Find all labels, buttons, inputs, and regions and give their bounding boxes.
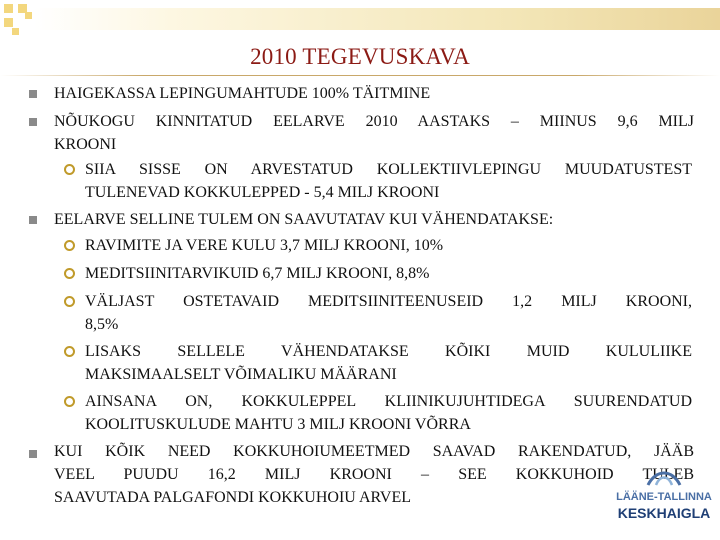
header-bar bbox=[34, 8, 720, 30]
slide-title: 2010 TEGEVUSKAVA bbox=[250, 44, 470, 69]
bullet-ring-icon bbox=[64, 396, 75, 407]
bullet-item bbox=[54, 110, 694, 156]
bullet-line: KROONI bbox=[54, 136, 117, 153]
bullet-ring-icon bbox=[64, 164, 75, 175]
bullet-line: SAAVUTADA PALGAFONDI KOKKUHOIU ARVEL bbox=[54, 489, 412, 506]
logo-text-top: LÄÄNE-TALLINNA bbox=[616, 491, 712, 503]
bullet-ring-icon bbox=[64, 346, 75, 357]
bullet-line: VÄLJAST OSTETAVAID MEDITSIINITEENUSEID 1,2 MILJ KROONI, bbox=[85, 293, 692, 310]
bullet-line: RAVIMITE JA VERE KULU 3,7 MILJ KROONI, 10% bbox=[85, 237, 444, 254]
title-divider bbox=[0, 75, 720, 76]
bullet-ring-icon bbox=[64, 296, 75, 307]
sub-bullet-item bbox=[85, 340, 692, 386]
logo-text-bottom: KESKHAIGLA bbox=[617, 505, 711, 521]
bullet-item bbox=[54, 82, 694, 105]
bullet-line: MAKSIMAALSELT VÕIMALIKU MÄÄRANI bbox=[85, 366, 397, 383]
bullet-item bbox=[54, 208, 694, 231]
sub-bullet-item bbox=[85, 262, 692, 285]
bullet-line: TULENEVAD KOKKULEPPED - 5,4 MILJ KROONI bbox=[85, 184, 440, 201]
bullet-line: KUI KÕIK NEED KOKKUHOIUMEETMED SAAVAD RAKENDATUD, JÄÄB bbox=[54, 443, 694, 460]
bullet-square-icon bbox=[29, 90, 37, 98]
bullet-line: NÕUKOGU KINNITATUD EELARVE 2010 AASTAKS – MIINUS 9,6 MILJ bbox=[54, 113, 694, 130]
bullet-line: SIIA SISSE ON ARVESTATUD KOLLEKTIIVLEPINGU MUUDATUSTEST bbox=[85, 161, 692, 178]
bullet-square-icon bbox=[29, 118, 37, 126]
sub-bullet-item bbox=[85, 234, 692, 257]
sub-bullet-item bbox=[85, 390, 692, 436]
sub-bullet-item bbox=[85, 158, 692, 204]
hospital-logo bbox=[610, 465, 718, 527]
bullet-item bbox=[54, 440, 694, 509]
bullet-square-icon bbox=[29, 450, 37, 458]
bullet-line: 8,5% bbox=[85, 316, 119, 333]
logo-mark-icon bbox=[610, 465, 718, 491]
bullet-line: LISAKS SELLELE VÄHENDATAKSE KÕIKI MUID KULULIIKE bbox=[85, 343, 692, 360]
sub-bullet-item bbox=[85, 290, 692, 336]
bullet-square-icon bbox=[29, 216, 37, 224]
bullet-line: HAIGEKASSA LEPINGUMAHTUDE 100% TÄITMINE bbox=[54, 85, 431, 102]
bullet-line: MEDITSIINITARVIKUID 6,7 MILJ KROONI, 8,8% bbox=[85, 265, 430, 282]
bullet-line: EELARVE SELLINE TULEM ON SAAVUTATAV KUI VÄHENDATAKSE: bbox=[54, 211, 554, 228]
bullet-line: AINSANA ON, KOKKULEPPEL KLIINIKUJUHTIDEGA SUURENDATUD bbox=[85, 393, 692, 410]
bullet-line: VEEL PUUDU 16,2 MILJ KROONI – SEE KOKKUHOID TULEB bbox=[54, 466, 694, 483]
bullet-line: KOOLITUSKULUDE MAHTU 3 MILJ KROONI VÕRRA bbox=[85, 416, 471, 433]
bullet-ring-icon bbox=[64, 240, 75, 251]
bullet-ring-icon bbox=[64, 268, 75, 279]
